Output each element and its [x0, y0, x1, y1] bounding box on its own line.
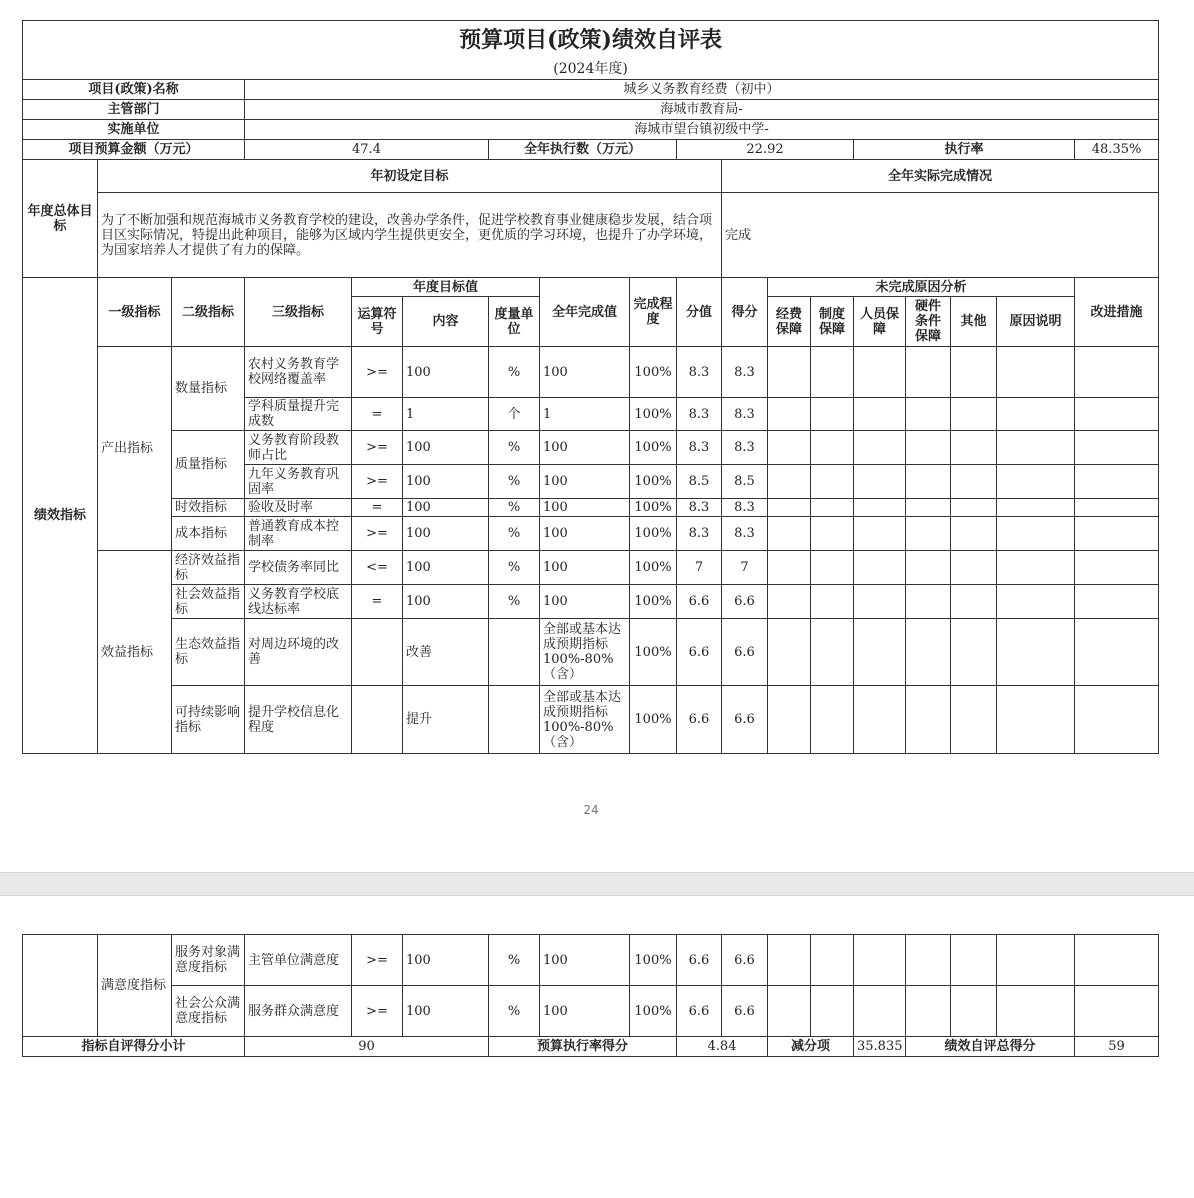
public-satisfaction-group: 社会公众满意度指标 [172, 986, 245, 1037]
department-value: 海城市教育局- [245, 100, 1159, 120]
actual-completion-header: 全年实际完成情况 [722, 160, 1159, 193]
implementing-unit-label: 实施单位 [23, 120, 245, 140]
indicator-name: 提升学校信息化程度 [245, 686, 352, 754]
operator: >= [352, 431, 403, 465]
score: 6.6 [677, 686, 722, 754]
completed-value: 100 [540, 347, 630, 398]
table-row [23, 347, 1159, 398]
completed-value: 100 [540, 499, 630, 517]
indicator-name: 学科质量提升完成数 [245, 398, 352, 431]
budget-amount-value: 47.4 [245, 140, 489, 160]
target-content: 100 [403, 465, 489, 499]
target-content: 100 [403, 935, 489, 986]
completed-value: 100 [540, 517, 630, 551]
target-content: 改善 [403, 619, 489, 686]
indicator-name: 普通教育成本控制率 [245, 517, 352, 551]
annual-goal-label: 年度总体目标 [23, 160, 98, 278]
table-row [23, 517, 1159, 551]
page-separator [0, 872, 1194, 896]
economic-indicator-group: 经济效益指标 [172, 551, 245, 585]
table-row [23, 551, 1159, 585]
score: 6.6 [677, 585, 722, 619]
obtained-score: 6.6 [722, 986, 768, 1037]
quality-indicator-group: 质量指标 [172, 431, 245, 499]
subtotal-value: 90 [245, 1037, 489, 1057]
total-score-label: 绩效自评总得分 [906, 1037, 1075, 1057]
obtained-score: 6.6 [722, 686, 768, 754]
service-satisfaction-group: 服务对象满意度指标 [172, 935, 245, 986]
level2-header: 二级指标 [172, 278, 245, 347]
indicator-name: 学校债务率同比 [245, 551, 352, 585]
completion-degree: 100% [630, 465, 677, 499]
content-header: 内容 [403, 297, 489, 347]
benefit-indicator-group: 效益指标 [98, 551, 172, 754]
completed-value: 全部或基本达成预期指标100%-80%（含） [540, 686, 630, 754]
indicator-name: 农村义务教育学校网络覆盖率 [245, 347, 352, 398]
performance-table-page2 [22, 934, 1159, 1057]
reason-funding-header: 经费保障 [768, 297, 811, 347]
indicator-name: 义务教育阶段教师占比 [245, 431, 352, 465]
obtained-score-header: 得分 [722, 278, 768, 347]
target-content: 100 [403, 551, 489, 585]
report-year: (2024年度) [23, 60, 1159, 80]
operator: >= [352, 935, 403, 986]
target-content: 100 [403, 986, 489, 1037]
initial-goal-header: 年初设定目标 [98, 160, 722, 193]
completion-degree: 100% [630, 431, 677, 465]
timeliness-indicator-group: 时效指标 [172, 499, 245, 517]
operator [352, 686, 403, 754]
operator [352, 619, 403, 686]
reason-explanation-header: 原因说明 [997, 297, 1075, 347]
reason-personnel-header: 人员保障 [854, 297, 906, 347]
unit-header: 度量单位 [489, 297, 540, 347]
operator: = [352, 585, 403, 619]
unit: % [489, 465, 540, 499]
project-name-value: 城乡义务教育经费（初中） [245, 80, 1159, 100]
completion-degree: 100% [630, 686, 677, 754]
unit: 个 [489, 398, 540, 431]
target-content: 提升 [403, 686, 489, 754]
operator: <= [352, 551, 403, 585]
output-indicator-group: 产出指标 [98, 347, 172, 551]
sustainability-indicator-group: 可持续影响指标 [172, 686, 245, 754]
table-row [23, 585, 1159, 619]
indicator-name: 对周边环境的改善 [245, 619, 352, 686]
quantity-indicator-group: 数量指标 [172, 347, 245, 431]
deduction-value: 35.835 [854, 1037, 906, 1057]
unit: % [489, 986, 540, 1037]
obtained-score: 8.5 [722, 465, 768, 499]
target-content: 100 [403, 517, 489, 551]
page-title: 预算项目(政策)绩效自评表 [23, 21, 1159, 60]
unit: % [489, 935, 540, 986]
table-row [23, 935, 1159, 986]
score: 6.6 [677, 986, 722, 1037]
unit: % [489, 347, 540, 398]
indicator-name: 九年义务教育巩固率 [245, 465, 352, 499]
target-content: 100 [403, 431, 489, 465]
score-header: 分值 [677, 278, 722, 347]
unit [489, 619, 540, 686]
obtained-score: 8.3 [722, 347, 768, 398]
completion-degree: 100% [630, 499, 677, 517]
unit: % [489, 431, 540, 465]
score: 6.6 [677, 619, 722, 686]
obtained-score: 8.3 [722, 431, 768, 465]
operator: >= [352, 465, 403, 499]
executed-amount-value: 22.92 [677, 140, 854, 160]
level3-header: 三级指标 [245, 278, 352, 347]
ecological-indicator-group: 生态效益指标 [172, 619, 245, 686]
performance-indicators-label: 绩效指标 [23, 278, 98, 754]
reason-system-header: 制度保障 [811, 297, 854, 347]
completion-degree: 100% [630, 619, 677, 686]
performance-table-page1 [22, 20, 1159, 754]
table-row [23, 986, 1159, 1037]
score: 7 [677, 551, 722, 585]
score: 8.3 [677, 398, 722, 431]
table-row [23, 686, 1159, 754]
total-score-value: 59 [1075, 1037, 1159, 1057]
indicator-name: 验收及时率 [245, 499, 352, 517]
unit: % [489, 551, 540, 585]
reason-hardware-header: 硬件条件保障 [906, 297, 951, 347]
completed-value: 100 [540, 431, 630, 465]
executed-amount-label: 全年执行数（万元） [489, 140, 677, 160]
department-label: 主管部门 [23, 100, 245, 120]
completed-value: 全部或基本达成预期指标100%-80%（含） [540, 619, 630, 686]
completion-degree: 100% [630, 347, 677, 398]
target-content: 100 [403, 585, 489, 619]
unit [489, 686, 540, 754]
unit: % [489, 499, 540, 517]
execution-rate-label: 执行率 [854, 140, 1075, 160]
budget-score-label: 预算执行率得分 [489, 1037, 677, 1057]
annual-target-header: 年度目标值 [352, 278, 540, 297]
target-content: 100 [403, 499, 489, 517]
operator: >= [352, 517, 403, 551]
operator-header: 运算符号 [352, 297, 403, 347]
target-content: 1 [403, 398, 489, 431]
completion-degree: 100% [630, 551, 677, 585]
level1-header: 一级指标 [98, 278, 172, 347]
obtained-score: 8.3 [722, 517, 768, 551]
social-indicator-group: 社会效益指标 [172, 585, 245, 619]
completion-degree: 100% [630, 398, 677, 431]
completed-value: 1 [540, 398, 630, 431]
indicator-name: 主管单位满意度 [245, 935, 352, 986]
cost-indicator-group: 成本指标 [172, 517, 245, 551]
operator: = [352, 499, 403, 517]
incomplete-reason-header: 未完成原因分析 [768, 278, 1075, 297]
completion-degree: 100% [630, 585, 677, 619]
completion-degree: 100% [630, 935, 677, 986]
obtained-score: 8.3 [722, 499, 768, 517]
score: 8.3 [677, 347, 722, 398]
deduction-label: 减分项 [768, 1037, 854, 1057]
operator: >= [352, 347, 403, 398]
page-number: 24 [583, 803, 599, 817]
completed-value-header: 全年完成值 [540, 278, 630, 347]
obtained-score: 8.3 [722, 398, 768, 431]
operator: >= [352, 986, 403, 1037]
score: 8.3 [677, 517, 722, 551]
score: 8.5 [677, 465, 722, 499]
completed-value: 100 [540, 585, 630, 619]
completed-value: 100 [540, 935, 630, 986]
execution-rate-value: 48.35% [1075, 140, 1159, 160]
obtained-score: 7 [722, 551, 768, 585]
obtained-score: 6.6 [722, 585, 768, 619]
actual-completion-text: 完成 [722, 193, 1159, 278]
improvement-header: 改进措施 [1075, 278, 1159, 347]
unit: % [489, 517, 540, 551]
subtotal-label: 指标自评得分小计 [23, 1037, 245, 1057]
completion-degree-header: 完成程度 [630, 278, 677, 347]
indicator-name: 服务群众满意度 [245, 986, 352, 1037]
completed-value: 100 [540, 986, 630, 1037]
satisfaction-indicator-group: 满意度指标 [98, 935, 172, 1037]
score: 8.3 [677, 431, 722, 465]
completed-value: 100 [540, 465, 630, 499]
score: 6.6 [677, 935, 722, 986]
table-row [23, 619, 1159, 686]
budget-amount-label: 项目预算金额（万元） [23, 140, 245, 160]
table-row [23, 431, 1159, 465]
indicator-name: 义务教育学校底线达标率 [245, 585, 352, 619]
obtained-score: 6.6 [722, 935, 768, 986]
initial-goal-text: 为了不断加强和规范海城市义务教育学校的建设，改善办学条件，促进学校教育事业健康稳步发展，结合项目区实际情况，特提出此种项目，能够为区域内学生提供更安全，更优质的学习环境，也提升了办学环境，为国家培养人才提供了有力的保障。 [98, 193, 722, 278]
budget-score-value: 4.84 [677, 1037, 768, 1057]
completed-value: 100 [540, 551, 630, 585]
target-content: 100 [403, 347, 489, 398]
completion-degree: 100% [630, 517, 677, 551]
project-name-label: 项目(政策)名称 [23, 80, 245, 100]
unit: % [489, 585, 540, 619]
reason-other-header: 其他 [951, 297, 997, 347]
implementing-unit-value: 海城市望台镇初级中学- [245, 120, 1159, 140]
completion-degree: 100% [630, 986, 677, 1037]
table-row [23, 499, 1159, 517]
operator: = [352, 398, 403, 431]
obtained-score: 6.6 [722, 619, 768, 686]
score: 8.3 [677, 499, 722, 517]
